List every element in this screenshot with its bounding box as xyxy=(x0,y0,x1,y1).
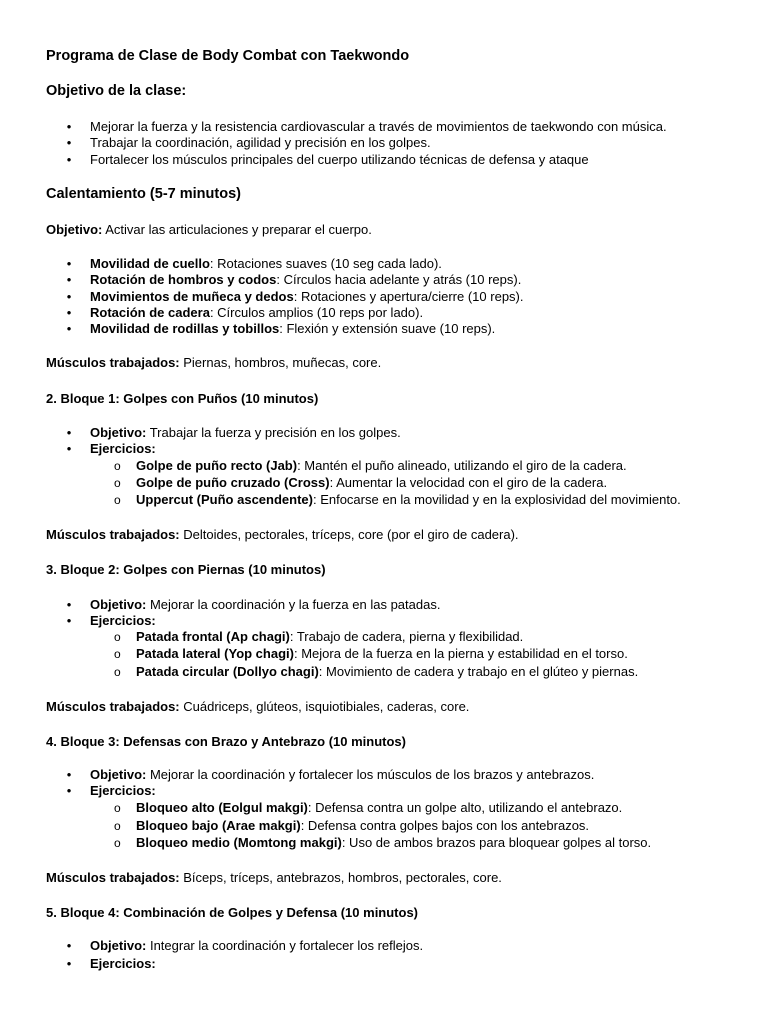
musculos-paragraph: Músculos trabajados: Piernas, hombros, muñecas, core. xyxy=(46,355,382,370)
list-item: Bloqueo medio (Momtong makgi): Uso de ambos brazos para bloquear golpes al torso. xyxy=(136,835,652,850)
sub-bullet-marker: o xyxy=(114,459,121,473)
list-item: Rotación de hombros y codos: Círculos hacia adelante y atrás (10 reps). xyxy=(90,272,522,287)
section-heading-bloque4: 5. Bloque 4: Combinación de Golpes y Defensa (10 minutos) xyxy=(46,905,419,920)
list-item: Movilidad de rodillas y tobillos: Flexión y extensión suave (10 reps). xyxy=(90,321,496,336)
sub-bullet-marker: o xyxy=(114,476,121,490)
list-item: Objetivo: Mejorar la coordinación y fortalecer los músculos de los brazos y antebrazos. xyxy=(90,767,595,782)
sub-bullet-marker: o xyxy=(114,630,121,644)
list-item: Bloqueo alto (Eolgul makgi): Defensa contra un golpe alto, utilizando el antebrazo. xyxy=(136,800,623,815)
list-item: Trabajar la coordinación, agilidad y precisión en los golpes. xyxy=(90,135,431,150)
bullet-marker: • xyxy=(66,321,72,336)
sub-bullet-marker: o xyxy=(114,493,121,507)
bullet-marker: • xyxy=(66,119,72,134)
section-heading-bloque3: 4. Bloque 3: Defensas con Brazo y Antebrazo (10 minutos) xyxy=(46,734,406,749)
bullet-marker: • xyxy=(66,425,72,440)
bullet-marker: • xyxy=(66,597,72,612)
objetivo-paragraph: Objetivo: Activar las articulaciones y preparar el cuerpo. xyxy=(46,222,372,237)
sub-bullet-marker: o xyxy=(114,647,121,661)
list-item: Objetivo: Mejorar la coordinación y la fuerza en las patadas. xyxy=(90,597,441,612)
section-heading-objetivo: Objetivo de la clase: xyxy=(46,83,187,99)
sub-bullet-marker: o xyxy=(114,819,121,833)
list-item: Ejercicios: xyxy=(90,783,156,798)
list-item: Ejercicios: xyxy=(90,613,156,628)
list-item: Rotación de cadera: Círculos amplios (10 reps por lado). xyxy=(90,305,424,320)
bullet-marker: • xyxy=(66,613,72,628)
list-item: Movilidad de cuello: Rotaciones suaves (10 seg cada lado). xyxy=(90,256,442,271)
list-item: Ejercicios: xyxy=(90,956,156,971)
list-item: Objetivo: Integrar la coordinación y fortalecer los reflejos. xyxy=(90,938,424,953)
section-heading-bloque1: 2. Bloque 1: Golpes con Puños (10 minutos) xyxy=(46,391,319,406)
list-item: Objetivo: Trabajar la fuerza y precisión en los golpes. xyxy=(90,425,401,440)
musculos-paragraph: Músculos trabajados: Bíceps, tríceps, antebrazos, hombros, pectorales, core. xyxy=(46,870,502,885)
list-item: Fortalecer los músculos principales del cuerpo utilizando técnicas de defensa y ataque xyxy=(90,152,589,167)
bullet-marker: • xyxy=(66,272,72,287)
musculos-paragraph: Músculos trabajados: Deltoides, pectorales, tríceps, core (por el giro de cadera). xyxy=(46,527,519,542)
list-item: Golpe de puño recto (Jab): Mantén el puño alineado, utilizando el giro de la cadera. xyxy=(136,458,627,473)
section-heading-calentamiento: Calentamiento (5-7 minutos) xyxy=(46,186,241,202)
section-heading-bloque2: 3. Bloque 2: Golpes con Piernas (10 minutos) xyxy=(46,562,326,577)
list-item: Uppercut (Puño ascendente): Enfocarse en la movilidad y en la explosividad del movimiento. xyxy=(136,492,681,507)
bullet-marker: • xyxy=(66,152,72,167)
bullet-marker: • xyxy=(66,441,72,456)
sub-bullet-marker: o xyxy=(114,801,121,815)
list-item: Mejorar la fuerza y la resistencia cardiovascular a través de movimientos de taekwondo con música. xyxy=(90,119,667,134)
list-item: Patada circular (Dollyo chagi): Movimiento de cadera y trabajo en el glúteo y piernas. xyxy=(136,664,639,679)
bullet-marker: • xyxy=(66,767,72,782)
bullet-marker: • xyxy=(66,956,72,971)
list-item: Ejercicios: xyxy=(90,441,156,456)
list-item: Bloqueo bajo (Arae makgi): Defensa contra golpes bajos con los antebrazos. xyxy=(136,818,590,833)
document-title: Programa de Clase de Body Combat con Taekwondo xyxy=(46,48,410,64)
musculos-paragraph: Músculos trabajados: Cuádriceps, glúteos, isquiotibiales, caderas, core. xyxy=(46,699,470,714)
bullet-marker: • xyxy=(66,938,72,953)
list-item: Patada frontal (Ap chagi): Trabajo de cadera, pierna y flexibilidad. xyxy=(136,629,524,644)
sub-bullet-marker: o xyxy=(114,836,121,850)
bullet-marker: • xyxy=(66,256,72,271)
list-item: Movimientos de muñeca y dedos: Rotaciones y apertura/cierre (10 reps). xyxy=(90,289,524,304)
sub-bullet-marker: o xyxy=(114,665,121,679)
bullet-marker: • xyxy=(66,135,72,150)
list-item: Golpe de puño cruzado (Cross): Aumentar la velocidad con el giro de la cadera. xyxy=(136,475,608,490)
bullet-marker: • xyxy=(66,305,72,320)
bullet-marker: • xyxy=(66,783,72,798)
bullet-marker: • xyxy=(66,289,72,304)
list-item: Patada lateral (Yop chagi): Mejora de la fuerza en la pierna y estabilidad en el torso. xyxy=(136,646,628,661)
